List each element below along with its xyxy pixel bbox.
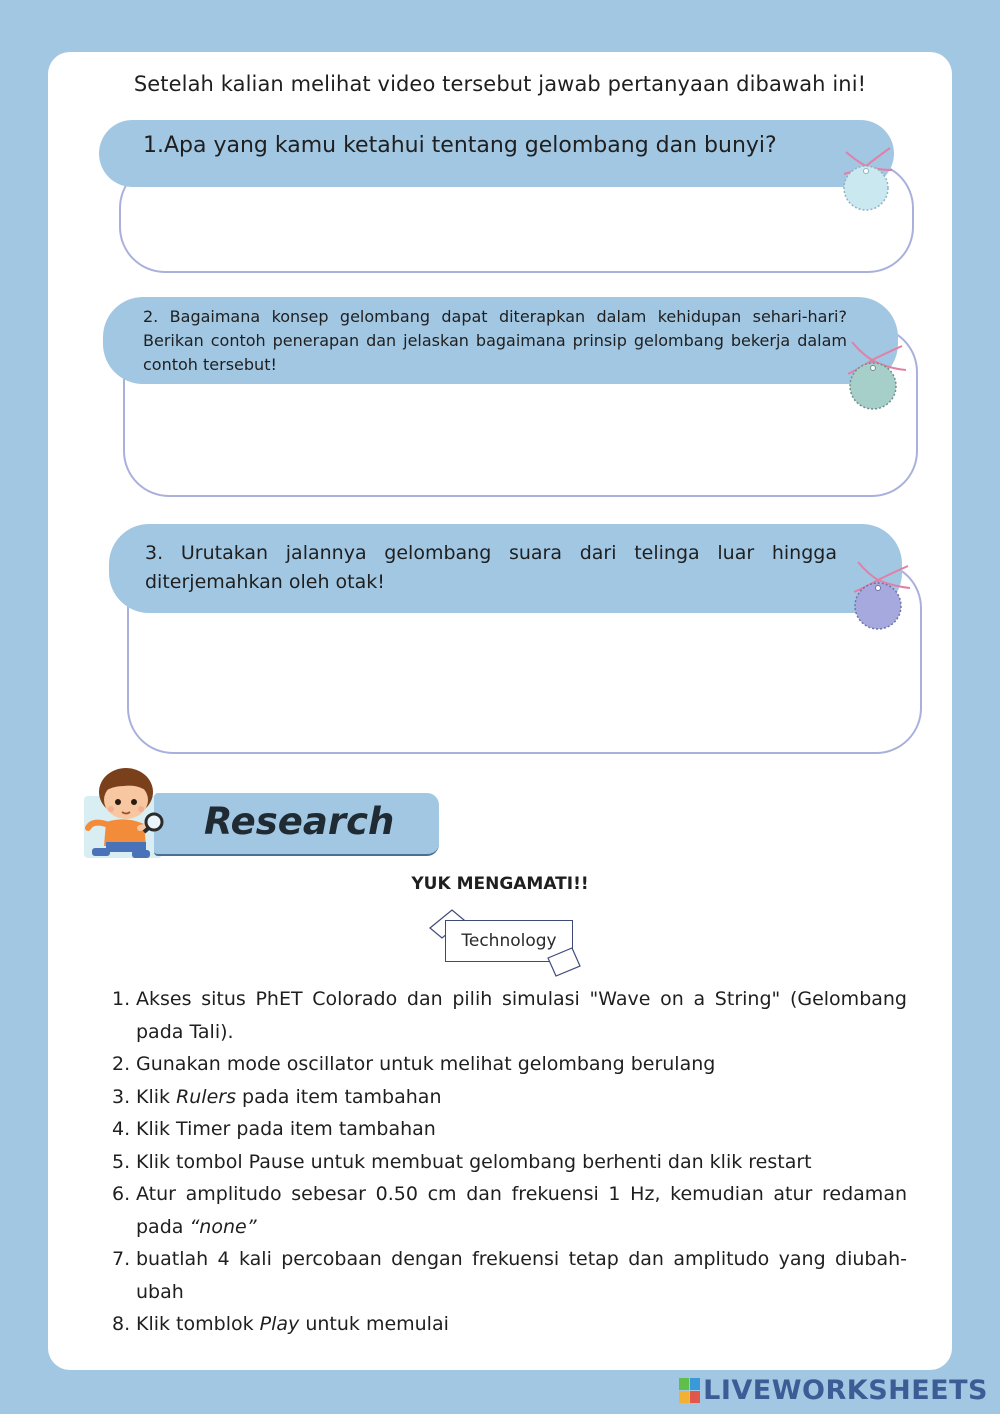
instruction-heading: Setelah kalian melihat video tersebut jawab pertanyaan dibawah ini! — [133, 72, 867, 96]
question-pill-1 — [99, 120, 894, 187]
tag-1-icon — [838, 140, 898, 216]
live-badge-icon — [679, 1378, 701, 1404]
step-item — [112, 1081, 907, 1114]
step-item — [112, 1308, 907, 1341]
step-text: untuk memulai — [299, 1313, 449, 1335]
logo-text: LIVEWORKSHEETS — [703, 1375, 988, 1406]
step-number: 3. — [112, 1085, 131, 1108]
step-text: Atur amplitudo sebesar 0.50 cm dan frekuensi 1 Hz, kemudian atur redaman pada — [136, 1183, 907, 1238]
step-text: Klik tombol Pause untuk membuat gelombang berhenti dan klik restart — [136, 1150, 812, 1173]
research-title: Research — [204, 800, 395, 843]
step-item — [112, 1113, 907, 1146]
step-number: 2. — [112, 1053, 131, 1075]
tape-decoration-right-icon — [544, 946, 584, 978]
step-text: Akses situs PhET Colorado dan pilih simulasi "Wave on a String" (Gelombang pada Tali). — [136, 988, 907, 1043]
step-text: Klik Timer pada item tambahan — [136, 1118, 436, 1140]
question-number-2: 2. — [143, 307, 159, 326]
question-number-1: 1. — [143, 133, 164, 158]
step-item — [112, 1178, 907, 1243]
step-text: Play — [259, 1313, 300, 1335]
question-number-3: 3. — [145, 542, 164, 564]
step-text: Gunakan mode oscillator untuk melihat gelombang berulang — [136, 1053, 716, 1075]
step-number: 4. — [112, 1118, 131, 1140]
liveworksheets-logo[interactable] — [679, 1375, 988, 1406]
step-number: 6. — [112, 1183, 131, 1205]
steps-list — [112, 983, 907, 1341]
tag-3-icon — [846, 556, 916, 632]
question-text-1: Apa yang kamu ketahui tentang gelombang dan bunyi? — [164, 133, 777, 158]
question-pill-3 — [109, 524, 902, 613]
step-number: 8. — [112, 1313, 131, 1335]
tag-2-icon — [842, 334, 912, 414]
step-number: 7. — [112, 1248, 131, 1270]
boy-magnifier-icon — [84, 762, 174, 864]
observe-title: YUK MENGAMATI!! — [411, 874, 589, 894]
step-text: Klik — [136, 1085, 177, 1108]
step-text: “none” — [189, 1215, 257, 1238]
step-text: Klik tomblok — [136, 1313, 260, 1335]
step-item — [112, 1146, 907, 1179]
step-text: Rulers — [176, 1085, 236, 1108]
step-number: 5. — [112, 1150, 131, 1173]
step-number: 1. — [112, 988, 131, 1010]
step-item — [112, 1243, 907, 1308]
technology-label: Technology — [445, 920, 573, 962]
question-text-3: Urutakan jalannya gelombang suara dari telinga luar hingga diterjemahkan oleh otak! — [145, 542, 837, 593]
question-pill-2 — [103, 297, 898, 384]
step-text: buatlah 4 kali percobaan dengan frekuensi tetap dan amplitudo yang diubah-ubah — [136, 1248, 907, 1303]
step-item — [112, 1048, 907, 1081]
step-text: pada item tambahan — [236, 1085, 442, 1108]
step-item — [112, 983, 907, 1048]
question-text-2: Bagaimana konsep gelombang dapat diterapkan dalam kehidupan sehari-hari? Berikan contoh penerapan dan jelaskan bagaimana prinsip gelombang bekerja dalam contoh tersebut! — [143, 307, 847, 374]
